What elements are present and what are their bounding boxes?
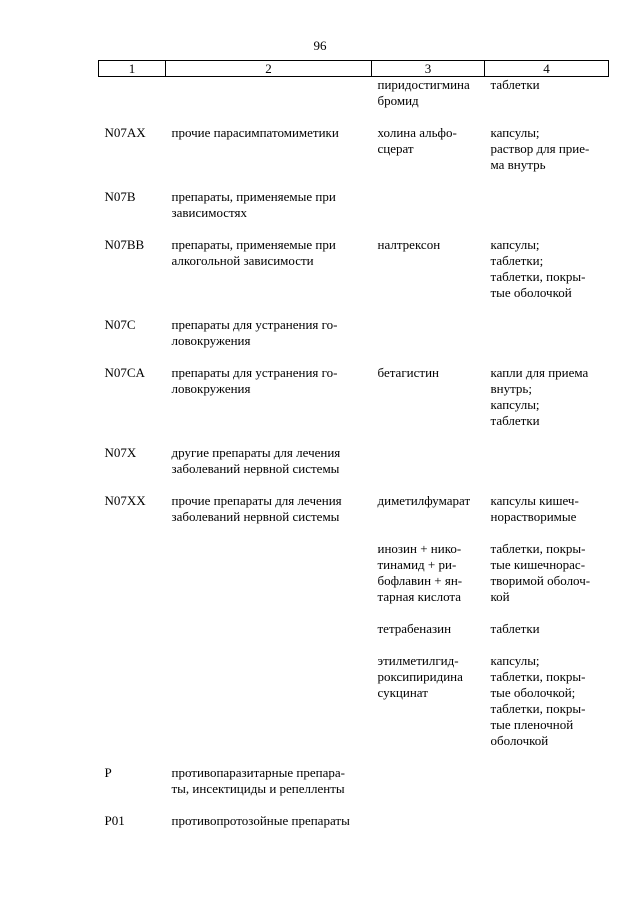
cell-form-line: таблетки, покры- <box>490 269 586 284</box>
cell-inn <box>372 541 485 621</box>
cell-inn <box>372 237 485 317</box>
header-col-1: 1 <box>99 61 166 77</box>
cell-form-line: тые оболочкой <box>490 285 572 300</box>
cell-name-line: препараты, применяемые при <box>171 237 336 252</box>
cell-name-line: алкогольной зависимости <box>171 253 314 268</box>
cell-form <box>485 189 609 237</box>
cell-form-line: внутрь; <box>490 381 532 396</box>
table-row <box>99 237 609 317</box>
table-row <box>99 445 609 493</box>
cell-inn <box>372 765 485 813</box>
cell-form-line: таблетки <box>490 77 540 92</box>
cell-name <box>166 813 372 829</box>
cell-code: N07BB <box>104 237 145 252</box>
cell-form-line: таблетки; <box>490 253 544 268</box>
cell-form-line: кой <box>490 589 510 604</box>
cell-name <box>166 445 372 493</box>
cell-form-line: таблетки <box>490 413 540 428</box>
cell-form <box>485 237 609 317</box>
cell-inn-line: холина альфо- <box>377 125 457 140</box>
cell-code <box>99 541 166 621</box>
cell-form-line: таблетки <box>490 621 540 636</box>
header-col-3: 3 <box>372 61 485 77</box>
cell-code <box>99 621 166 653</box>
table-row <box>99 653 609 765</box>
cell-name-line: другие препараты для лечения <box>171 445 341 460</box>
table-row <box>99 189 609 237</box>
cell-inn-line: налтрексон <box>377 237 441 252</box>
cell-inn <box>372 77 485 126</box>
table-header-row <box>99 61 609 77</box>
cell-form-line: тые пленочной <box>490 717 574 732</box>
cell-inn <box>372 365 485 445</box>
cell-name-line: заболеваний нервной системы <box>171 461 340 476</box>
cell-inn <box>372 493 485 541</box>
cell-form <box>485 653 609 765</box>
cell-code: P01 <box>104 813 125 828</box>
page-number: 96 <box>313 38 327 53</box>
cell-name-line: препараты, применяемые при <box>171 189 336 204</box>
header-col-2: 2 <box>166 61 372 77</box>
cell-inn <box>372 125 485 189</box>
cell-form-line: таблетки, покры- <box>490 541 586 556</box>
cell-form <box>485 493 609 541</box>
cell-inn-line: роксипиридина <box>377 669 463 684</box>
cell-name <box>166 765 372 813</box>
cell-form-line: капсулы; <box>490 397 540 412</box>
cell-form-line: тые кишечнорас- <box>490 557 586 572</box>
cell-inn-line: диметилфумарат <box>377 493 471 508</box>
cell-name-line: заболеваний нервной системы <box>171 509 340 524</box>
table-row <box>99 765 609 813</box>
cell-name <box>166 77 372 126</box>
cell-name-line: ловокружения <box>171 333 251 348</box>
cell-code: N07C <box>104 317 136 332</box>
drug-table <box>98 60 608 829</box>
cell-inn <box>372 653 485 765</box>
cell-inn-line: бофлавин + ян- <box>377 573 463 588</box>
cell-name-line: ловокружения <box>171 381 251 396</box>
cell-code: N07XX <box>104 493 146 508</box>
cell-form-line: норастворимые <box>490 509 577 524</box>
cell-name <box>166 317 372 365</box>
cell-form <box>485 765 609 813</box>
cell-code: N07X <box>104 445 137 460</box>
table-body <box>99 77 609 830</box>
cell-inn-line: сукцинат <box>377 685 428 700</box>
table-row <box>99 317 609 365</box>
cell-form-line: капли для приема <box>490 365 589 380</box>
cell-inn-line: сцерат <box>377 141 414 156</box>
cell-form <box>485 365 609 445</box>
cell-name-line: прочие препараты для лечения <box>171 493 342 508</box>
cell-name-line: препараты для устранения го- <box>171 365 338 380</box>
cell-code: N07B <box>104 189 136 204</box>
cell-name <box>166 621 372 653</box>
cell-inn <box>372 317 485 365</box>
cell-form-line: раствор для прие- <box>490 141 590 156</box>
cell-form <box>485 125 609 189</box>
cell-form-line: тые оболочкой; <box>490 685 576 700</box>
cell-name-line: противопаразитарные препара- <box>171 765 345 780</box>
table-row <box>99 77 609 126</box>
header-col-4: 4 <box>485 61 609 77</box>
cell-name-line: препараты для устранения го- <box>171 317 338 332</box>
cell-form-line: капсулы; <box>490 237 540 252</box>
cell-code: P <box>104 765 112 780</box>
cell-code <box>99 653 166 765</box>
cell-form <box>485 317 609 365</box>
cell-form <box>485 621 609 653</box>
cell-inn <box>372 189 485 237</box>
cell-name <box>166 541 372 621</box>
table-row <box>99 813 609 829</box>
cell-form-line: творимой оболоч- <box>490 573 591 588</box>
cell-name <box>166 125 372 189</box>
cell-name <box>166 237 372 317</box>
cell-name-line: ты, инсектициды и репелленты <box>171 781 345 796</box>
cell-name-line: противопротозойные препараты <box>171 813 350 828</box>
cell-form <box>485 445 609 493</box>
cell-inn-line: инозин + нико- <box>377 541 462 556</box>
cell-name-line: прочие парасимпатомиметики <box>171 125 339 140</box>
table-row <box>99 541 609 621</box>
cell-code <box>99 77 166 126</box>
table-row <box>99 493 609 541</box>
cell-form-line: таблетки, покры- <box>490 701 586 716</box>
cell-code: N07CA <box>104 365 145 380</box>
cell-inn-line: тинамид + ри- <box>377 557 457 572</box>
cell-form-line: таблетки, покры- <box>490 669 586 684</box>
cell-form-line: капсулы; <box>490 125 540 140</box>
cell-inn <box>372 813 485 829</box>
cell-inn-line: бетагистин <box>377 365 439 380</box>
cell-inn-line: пиридостигмина <box>377 77 470 92</box>
cell-form-line: капсулы; <box>490 653 540 668</box>
cell-form <box>485 541 609 621</box>
table-row <box>99 125 609 189</box>
cell-inn-line: тарная кислота <box>377 589 462 604</box>
cell-name-line: зависимостях <box>171 205 248 220</box>
cell-inn <box>372 621 485 653</box>
cell-form-line: ма внутрь <box>490 157 546 172</box>
cell-name <box>166 189 372 237</box>
table-row <box>99 621 609 653</box>
cell-inn <box>372 445 485 493</box>
cell-name <box>166 493 372 541</box>
cell-form-line: оболочкой <box>490 733 549 748</box>
cell-inn-line: этилметилгид- <box>377 653 459 668</box>
cell-inn-line: бромид <box>377 93 419 108</box>
cell-name <box>166 365 372 445</box>
table-row <box>99 365 609 445</box>
cell-form <box>485 813 609 829</box>
cell-inn-line: тетрабеназин <box>377 621 452 636</box>
cell-name <box>166 653 372 765</box>
cell-form <box>485 77 609 126</box>
cell-form-line: капсулы кишеч- <box>490 493 579 508</box>
cell-code: N07AX <box>104 125 146 140</box>
